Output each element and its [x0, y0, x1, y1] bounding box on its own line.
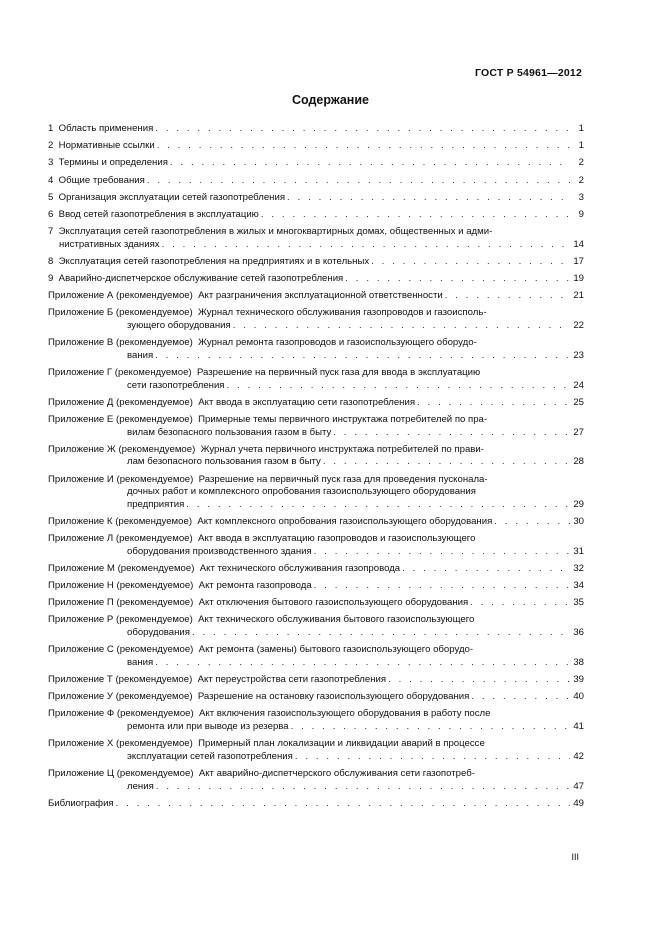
toc-entry-label: Приложение С (рекомендуемое) Акт ремонта (замены) бытового газоиспользующего оборудо-	[48, 644, 474, 656]
dot-leader	[186, 499, 570, 512]
toc-line	[48, 427, 584, 440]
dot-leader	[157, 140, 570, 153]
toc-line	[48, 337, 584, 350]
toc-line	[48, 657, 584, 670]
toc-entry-label: 7 Эксплуатация сетей газопотребления в жилых и многоквартирных домах, общественных и адми-	[48, 226, 493, 238]
toc-entry-label: Приложение Е (рекомендуемое) Примерные темы первичного инструктажа потребителей по пра-	[48, 414, 488, 425]
toc-entry-page: 21	[573, 290, 584, 302]
toc-entry-label: Приложение Д (рекомендуемое) Акт ввода в эксплуатацию сети газопотребления	[48, 396, 416, 408]
toc-entry-label: Приложение У (рекомендуемое) Разрешение на остановку газоиспользующего оборудования	[48, 691, 470, 703]
toc-entry[interactable]	[48, 337, 584, 362]
toc-line	[48, 708, 584, 721]
toc-line	[48, 674, 584, 687]
toc-entry-label: Приложение Х (рекомендуемое) Примерный план локализации и ликвидации аварий в процессе	[48, 738, 485, 750]
toc-entry-page: 17	[573, 255, 584, 267]
toc-entry[interactable]	[48, 209, 584, 222]
toc-entry-label: Приложение М (рекомендуемое) Акт технического обслуживания газопровода	[48, 562, 401, 574]
toc-entry-page: 29	[573, 498, 584, 510]
dot-leader	[345, 273, 570, 286]
toc-entry-label: лам безопасного пользования газом в быту	[127, 456, 321, 468]
dot-leader	[227, 380, 570, 393]
dot-leader	[402, 563, 570, 576]
toc-line	[48, 563, 584, 576]
toc-entry-page: 31	[573, 545, 584, 557]
toc-entry[interactable]	[48, 798, 584, 811]
toc-entry-page: 28	[573, 456, 584, 468]
toc-entry-label: Библиография	[48, 797, 114, 809]
dot-leader	[147, 175, 570, 188]
toc-line	[48, 226, 584, 239]
toc-entry[interactable]	[48, 691, 584, 704]
toc-line	[48, 320, 584, 333]
toc-line	[48, 350, 584, 363]
toc-entry-page: 24	[573, 379, 584, 391]
dot-leader	[261, 209, 570, 222]
toc-entry-label: Приложение П (рекомендуемое) Акт отключения бытового газоиспользующего оборудования	[48, 597, 469, 609]
toc-entry-label: оборудования производственного здания	[127, 545, 312, 557]
toc-entry-label: Приложение В (рекомендуемое) Журнал ремонта газопроводов и газоиспользующего оборудо-	[48, 337, 477, 349]
toc-entry-page: 42	[573, 750, 584, 762]
toc-entry[interactable]	[48, 580, 584, 593]
dot-leader	[314, 546, 570, 559]
dot-leader	[471, 691, 570, 704]
toc-entry-page: 30	[573, 515, 584, 527]
toc-entry[interactable]	[48, 474, 584, 512]
toc-line	[48, 290, 584, 303]
dot-leader	[494, 516, 570, 529]
toc-entry-label: Приложение Б (рекомендуемое) Журнал технического обслуживания газопроводов и газоисполь-	[48, 307, 487, 319]
toc-entry-label: 8 Эксплуатация сетей газопотребления на предприятиях и в котельных	[48, 255, 370, 267]
toc-title: Содержание	[291, 93, 369, 107]
toc-entry-label: предприятия	[127, 498, 185, 510]
toc-entry-label: Приложение Ж (рекомендуемое) Журнал учета первичного инструктажа потребителей по прави-	[48, 443, 484, 455]
toc-line	[48, 307, 584, 320]
toc-entry[interactable]	[48, 123, 584, 136]
toc-entry-label: вания	[127, 656, 154, 668]
toc-line	[48, 380, 584, 393]
toc-line	[48, 627, 584, 640]
toc-entry[interactable]	[48, 516, 584, 529]
table-of-contents	[48, 123, 584, 815]
toc-entry-label: эксплуатации сетей газопотребления	[127, 750, 293, 762]
toc-line	[48, 397, 584, 410]
toc-entry[interactable]	[48, 414, 584, 439]
toc-entry-label: вилам безопасного пользования газом в быту	[127, 426, 332, 438]
toc-entry-label: ремонта или при выводе из резерва	[127, 721, 289, 732]
dot-leader	[170, 157, 570, 170]
toc-entry[interactable]	[48, 175, 584, 188]
page-number: III	[571, 852, 579, 862]
toc-entry-label: Приложение Ц (рекомендуемое) Акт аварийно-диспетчерского обслуживания сети газопотреб-	[48, 767, 475, 779]
toc-entry[interactable]	[48, 397, 584, 410]
toc-line	[48, 751, 584, 764]
toc-line	[48, 597, 584, 610]
toc-entry-label: 4 Общие требования	[48, 174, 145, 186]
toc-entry-label: 2 Нормативные ссылки	[48, 140, 155, 152]
toc-entry-page: 2	[578, 174, 584, 186]
toc-line	[48, 123, 584, 136]
toc-line	[48, 580, 584, 593]
toc-entry[interactable]	[48, 644, 584, 669]
dot-leader	[371, 256, 570, 269]
dot-leader	[233, 320, 570, 333]
toc-entry[interactable]	[48, 674, 584, 687]
toc-line	[48, 768, 584, 781]
toc-entry[interactable]	[48, 444, 584, 469]
toc-entry-page: 1	[578, 140, 584, 152]
toc-entry-label: дочных работ и комплексного опробования газоиспользующего оборудования	[127, 486, 476, 498]
toc-line	[48, 209, 584, 222]
toc-entry-page: 40	[573, 691, 584, 703]
toc-entry-label: Приложение Л (рекомендуемое) Акт ввода в эксплуатацию газопроводов и газоиспользующего	[48, 533, 476, 545]
toc-entry-page: 22	[573, 320, 584, 332]
toc-entry-page: 49	[573, 797, 584, 809]
toc-entry-label: 3 Термины и определения	[48, 157, 168, 169]
toc-entry-label: 6 Ввод сетей газопотребления в эксплуатацию	[48, 208, 259, 220]
toc-entry-label: Приложение Г (рекомендуемое) Разрешение на первичный пуск газа для ввода в эксплуатацию	[48, 367, 481, 379]
toc-entry[interactable]	[48, 738, 584, 763]
toc-line	[48, 157, 584, 170]
toc-entry[interactable]	[48, 307, 584, 332]
toc-line	[48, 644, 584, 657]
dot-leader	[116, 798, 570, 811]
toc-entry-page: 19	[573, 273, 584, 285]
toc-entry[interactable]	[48, 226, 584, 251]
toc-entry-label: вания	[127, 349, 154, 361]
dot-leader	[388, 674, 570, 687]
toc-entry-label: Приложение Ф (рекомендуемое) Акт включения газоиспользующего оборудования в работу после	[48, 708, 491, 720]
toc-entry-page: 2	[578, 157, 584, 169]
dot-leader	[155, 123, 570, 136]
toc-entry-label: зующего оборудования	[127, 320, 231, 332]
toc-entry[interactable]	[48, 533, 584, 558]
toc-entry[interactable]	[48, 367, 584, 392]
toc-entry-page: 1	[578, 123, 584, 134]
toc-entry-page: 34	[573, 580, 584, 592]
toc-entry-label: Приложение И (рекомендуемое) Разрешение на первичный пуск газа для проведения пусконала-	[48, 473, 488, 485]
toc-line	[48, 516, 584, 529]
toc-entry-label: Приложение Р (рекомендуемое) Акт технического обслуживания бытового газоиспользующего	[48, 614, 475, 626]
toc-entry[interactable]	[48, 273, 584, 286]
toc-entry[interactable]	[48, 708, 584, 733]
toc-line	[48, 721, 584, 734]
dot-leader	[192, 627, 570, 640]
toc-line	[48, 175, 584, 188]
toc-entry-page: 3	[578, 191, 584, 203]
toc-line	[48, 486, 584, 499]
toc-entry-label: 1 Область применения	[48, 123, 154, 134]
toc-line	[48, 239, 584, 252]
toc-entry[interactable]	[48, 597, 584, 610]
toc-entry-label: нистративных зданиях	[59, 238, 160, 250]
toc-line	[48, 474, 584, 487]
toc-entry-page: 47	[573, 780, 584, 792]
toc-entry-label: Приложение Т (рекомендуемое) Акт переустройства сети газопотребления	[48, 674, 387, 686]
toc-entry-page: 39	[573, 674, 584, 686]
dot-leader	[295, 751, 570, 764]
toc-entry[interactable]	[48, 140, 584, 153]
toc-entry[interactable]	[48, 614, 584, 639]
toc-line	[48, 499, 584, 512]
toc-entry[interactable]	[48, 563, 584, 576]
toc-line	[48, 533, 584, 546]
toc-entry-label: 5 Организация эксплуатации сетей газопотребления	[48, 191, 286, 203]
toc-entry-page: 35	[573, 597, 584, 609]
dot-leader	[417, 397, 570, 410]
toc-line	[48, 546, 584, 559]
toc-entry-page: 14	[573, 238, 584, 250]
toc-entry-label: Приложение Н (рекомендуемое) Акт ремонта газопровода	[48, 580, 312, 592]
toc-entry-page: 27	[573, 426, 584, 438]
toc-entry[interactable]	[48, 768, 584, 793]
toc-entry-page: 23	[573, 349, 584, 361]
toc-entry-page: 36	[573, 627, 584, 639]
dot-leader	[314, 580, 570, 593]
dot-leader	[291, 721, 570, 734]
dot-leader	[155, 657, 570, 670]
toc-line	[48, 367, 584, 380]
toc-entry-page: 41	[573, 721, 584, 732]
dot-leader	[470, 597, 570, 610]
toc-line	[48, 192, 584, 205]
dot-leader	[287, 192, 570, 205]
toc-entry-page: 32	[573, 562, 584, 574]
dot-leader	[333, 427, 570, 440]
dot-leader	[156, 781, 570, 794]
toc-entry-label: сети газопотребления	[127, 379, 225, 391]
toc-entry[interactable]	[48, 192, 584, 205]
dot-leader	[445, 290, 570, 303]
toc-line	[48, 273, 584, 286]
toc-entry[interactable]	[48, 290, 584, 303]
toc-line	[48, 456, 584, 469]
toc-line	[48, 140, 584, 153]
toc-entry-label: 9 Аварийно-диспетчерское обслуживание сетей газопотребления	[48, 273, 344, 285]
dot-leader	[323, 456, 570, 469]
toc-entry-label: оборудования	[127, 627, 190, 639]
toc-entry-label: Приложение К (рекомендуемое) Акт комплексного опробования газоиспользующего оборудования	[48, 515, 493, 527]
toc-entry-page: 9	[578, 208, 584, 220]
toc-line	[48, 256, 584, 269]
dot-leader	[155, 350, 570, 363]
toc-entry[interactable]	[48, 256, 584, 269]
toc-line	[48, 738, 584, 751]
toc-line	[48, 781, 584, 794]
toc-entry-label: ления	[127, 780, 154, 792]
toc-entry-page: 25	[573, 396, 584, 408]
toc-line	[48, 614, 584, 627]
document-code: ГОСТ Р 54961—2012	[474, 67, 582, 79]
toc-entry-label: Приложение А (рекомендуемое) Акт разграничения эксплуатационной ответственности	[48, 290, 443, 302]
toc-line	[48, 414, 584, 427]
toc-line	[48, 691, 584, 704]
dot-leader	[162, 239, 570, 252]
toc-entry-page: 38	[573, 656, 584, 668]
toc-line	[48, 444, 584, 457]
toc-entry[interactable]	[48, 157, 584, 170]
toc-line	[48, 798, 584, 811]
